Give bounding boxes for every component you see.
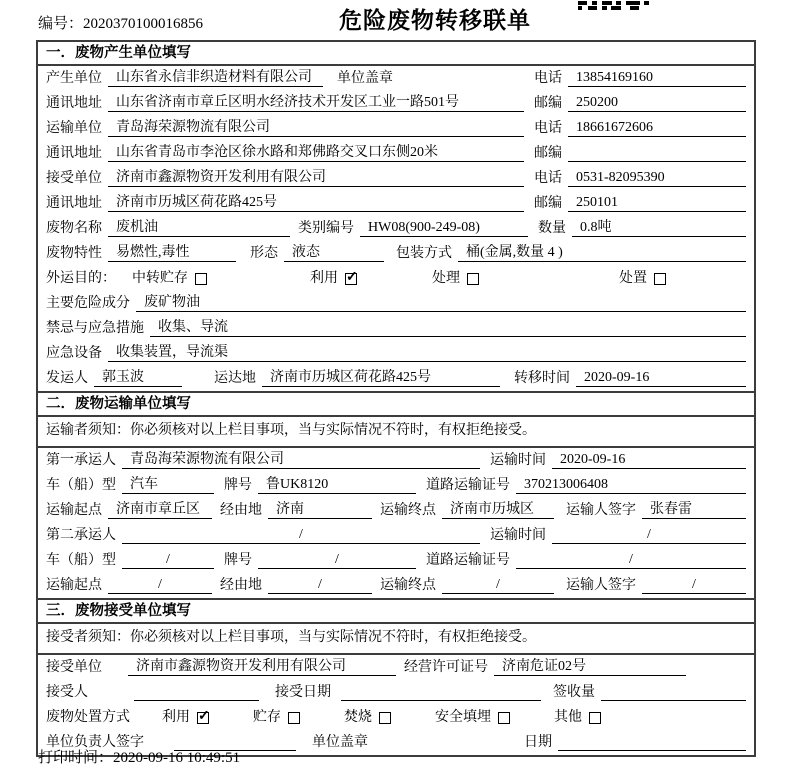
carrier1-label: 第一承运人 <box>46 453 116 468</box>
quantity-label: 数量 <box>538 221 566 236</box>
print-time-label: 打印时间： <box>38 750 114 766</box>
row-receiver-address <box>38 191 754 216</box>
carrier2-sign-value: / <box>642 576 746 594</box>
checkbox-treat <box>467 273 479 285</box>
receiver-zip-group <box>534 194 746 212</box>
row-receiving-unit <box>38 655 754 680</box>
receiver-phone-group <box>534 169 746 187</box>
option-label: 处理 <box>432 271 460 286</box>
via-label: 经由地 <box>220 503 262 518</box>
option-label: 其他 <box>554 710 582 725</box>
purpose-option-transfer-storage <box>132 270 207 287</box>
unit-seal-label: 单位盖章 <box>337 71 393 86</box>
phone-label: 电话 <box>534 71 562 86</box>
origin-label: 运输起点 <box>46 503 102 518</box>
checkbox-transfer-storage <box>195 273 207 285</box>
zip-label: 邮编 <box>534 146 562 161</box>
row-producer <box>38 66 754 91</box>
row-shipper <box>38 366 754 391</box>
form-state-label: 形态 <box>250 246 278 261</box>
quantity-value: 0.8吨 <box>572 219 746 237</box>
receiving-unit-label: 接受单位 <box>46 660 102 675</box>
carrier-sign-label: 运输人签字 <box>566 578 636 593</box>
option-label: 处置 <box>619 271 647 286</box>
disposal-option-other <box>554 709 601 726</box>
waste-name-label: 废物名称 <box>46 221 102 236</box>
purpose-option-utilize <box>310 270 357 287</box>
option-label: 贮存 <box>253 710 281 725</box>
checkbox-disposal-storage <box>288 712 300 724</box>
producer-zip-group <box>534 94 746 112</box>
receiver-phone-value: 0531-82095390 <box>568 169 746 187</box>
plate-label: 牌号 <box>224 553 252 568</box>
carrier2-label: 第二承运人 <box>46 528 116 543</box>
row-transfer-purpose <box>38 266 754 291</box>
section-producer-title: 一．废物产生单位填写 <box>38 42 754 66</box>
carrier1-permit-value: 370213006408 <box>516 476 746 494</box>
origin-label: 运输起点 <box>46 578 102 593</box>
producer-address-value: 山东省济南市章丘区明水经济技术开发区工业一路501号 <box>108 94 524 112</box>
amount-label: 签收量 <box>553 685 595 700</box>
checkbox-dispose <box>654 273 666 285</box>
receiver-zip-value: 250101 <box>568 194 746 212</box>
recipient-label: 接受人 <box>46 685 88 700</box>
packaging-value: 桶(金属,数量 4 ) <box>458 244 746 262</box>
destination-value: 济南市历城区荷花路425号 <box>262 369 500 387</box>
row-disposal-method <box>38 705 754 730</box>
section-receiver <box>38 598 754 755</box>
category-value: HW08(900-249-08) <box>360 219 528 237</box>
page-title: 危险废物转移联单 <box>339 7 531 33</box>
producer-zip-value: 250200 <box>568 94 746 112</box>
hazard-label: 主要危险成分 <box>46 296 130 311</box>
transporter-phone-value: 18661672606 <box>568 119 746 137</box>
waste-name-value: 废机油 <box>108 219 290 237</box>
option-label: 安全填埋 <box>435 710 491 725</box>
form-sheet <box>36 40 756 757</box>
checkbox-disposal-utilize <box>197 712 209 724</box>
carrier1-via-value: 济南 <box>268 501 372 519</box>
carrier1-time-value: 2020-09-16 <box>552 451 746 469</box>
end-label: 运输终点 <box>380 578 436 593</box>
row-taboo-measures <box>38 316 754 341</box>
carrier2-time-group <box>490 526 746 544</box>
vehicle-label: 车（船）型 <box>46 478 116 493</box>
transporter-notice: 运输者须知：你必须核对以上栏目事项，当与实际情况不符时，有权拒绝接受。 <box>38 417 754 448</box>
equipment-label: 应急设备 <box>46 346 102 361</box>
hazard-value: 废矿物油 <box>136 294 746 312</box>
receive-date-value <box>341 700 541 701</box>
receiver-notice: 接受者须知：你必须核对以上栏目事项，当与实际情况不符时，有权拒绝接受。 <box>38 624 754 655</box>
license-label: 经营许可证号 <box>404 660 488 675</box>
responsible-label: 单位负责人签字 <box>46 735 144 750</box>
carrier2-time-value: / <box>552 526 746 544</box>
recipient-value <box>134 700 259 701</box>
transporter-address-value: 山东省青岛市李沧区徐水路和郑佛路交叉口东侧20米 <box>108 144 524 162</box>
transfer-time-label: 转移时间 <box>514 371 570 386</box>
print-time <box>38 746 240 767</box>
section-producer <box>38 42 754 391</box>
transporter-label: 运输单位 <box>46 121 102 136</box>
sign-date-value <box>558 750 746 751</box>
producer-phone-group <box>534 69 746 87</box>
transporter-phone-group <box>534 119 746 137</box>
producer-label: 产生单位 <box>46 71 102 86</box>
row-emergency-equipment <box>38 341 754 366</box>
row-carrier1 <box>38 448 754 473</box>
destination-label: 运达地 <box>214 371 256 386</box>
plate-label: 牌号 <box>224 478 252 493</box>
checkbox-disposal-incinerate <box>379 712 391 724</box>
carrier2-end-value: / <box>442 576 554 594</box>
shipper-value: 郭玉波 <box>94 369 182 387</box>
packaging-label: 包装方式 <box>396 246 452 261</box>
carrier1-plate-value: 鲁UK8120 <box>258 476 416 494</box>
taboo-value: 收集、导流 <box>150 319 746 337</box>
row-waste-name <box>38 216 754 241</box>
transport-time-label: 运输时间 <box>490 453 546 468</box>
section-transporter-title: 二．废物运输单位填写 <box>38 393 754 417</box>
carrier1-time-group <box>490 451 746 469</box>
row-hazard-components <box>38 291 754 316</box>
carrier-sign-label: 运输人签字 <box>566 503 636 518</box>
characteristics-value: 易燃性,毒性 <box>108 244 236 262</box>
carrier2-origin-value: / <box>108 576 212 594</box>
receiver-address-value: 济南市历城区荷花路425号 <box>108 194 524 212</box>
row-carrier2-vehicle <box>38 548 754 573</box>
producer-value: 山东省永信非织造材料有限公司 <box>108 69 323 87</box>
transporter-zip-group <box>534 145 746 162</box>
section-transporter <box>38 391 754 598</box>
row-carrier1-route <box>38 498 754 523</box>
purpose-option-treat <box>432 270 479 287</box>
row-transporter-address <box>38 141 754 166</box>
zip-label: 邮编 <box>534 96 562 111</box>
phone-label: 电话 <box>534 171 562 186</box>
characteristics-label: 废物特性 <box>46 246 102 261</box>
carrier2-permit-value: / <box>516 551 746 569</box>
carrier1-sign-value: 张春雷 <box>642 501 746 519</box>
carrier2-vehicle-value: / <box>122 551 214 569</box>
disposal-option-utilize <box>162 709 209 726</box>
disposal-option-incinerate <box>344 709 391 726</box>
row-carrier1-vehicle <box>38 473 754 498</box>
producer-phone-value: 13854169160 <box>568 69 746 87</box>
address-label: 通讯地址 <box>46 196 102 211</box>
equipment-value: 收集装置，导流渠 <box>108 344 746 362</box>
transporter-zip-value <box>568 161 746 162</box>
carrier1-value: 青岛海荣源物流有限公司 <box>122 451 480 469</box>
option-label: 利用 <box>162 710 190 725</box>
section-receiver-title: 三．废物接受单位填写 <box>38 600 754 624</box>
end-label: 运输终点 <box>380 503 436 518</box>
row-transporter <box>38 116 754 141</box>
transfer-time-value: 2020-09-16 <box>576 369 746 387</box>
checkbox-disposal-landfill <box>498 712 510 724</box>
disposal-option-landfill <box>435 709 510 726</box>
zip-label: 邮编 <box>534 196 562 211</box>
carrier2-value: / <box>122 526 480 544</box>
transport-time-label: 运输时间 <box>490 528 546 543</box>
purpose-label: 外运目的： <box>46 271 116 286</box>
receiver-label: 接受单位 <box>46 171 102 186</box>
disposal-label: 废物处置方式 <box>46 710 130 725</box>
shipper-label: 发运人 <box>46 371 88 386</box>
option-label: 中转贮存 <box>132 271 188 286</box>
checkbox-disposal-other <box>589 712 601 724</box>
carrier1-origin-value: 济南市章丘区 <box>108 501 212 519</box>
receiver-value: 济南市鑫源物资开发利用有限公司 <box>108 169 524 187</box>
carrier1-end-value: 济南市历城区 <box>442 501 554 519</box>
permit-label: 道路运输证号 <box>426 478 510 493</box>
serial-value: 2020370100016856 <box>83 16 204 32</box>
checkbox-utilize <box>345 273 357 285</box>
via-label: 经由地 <box>220 578 262 593</box>
address-label: 通讯地址 <box>46 146 102 161</box>
carrier2-via-value: / <box>268 576 372 594</box>
permit-label: 道路运输证号 <box>426 553 510 568</box>
amount-value <box>601 700 746 701</box>
purpose-option-dispose <box>619 270 666 287</box>
print-time-value: 2020-09-16 10:49:51 <box>113 750 241 766</box>
receive-date-label: 接受日期 <box>275 685 331 700</box>
license-value: 济南危证02号 <box>494 658 686 676</box>
row-carrier2-route <box>38 573 754 598</box>
row-producer-address <box>38 91 754 116</box>
phone-label: 电话 <box>534 121 562 136</box>
serial-label: 编号： <box>38 16 84 32</box>
address-label: 通讯地址 <box>46 96 102 111</box>
category-label: 类别编号 <box>298 221 354 236</box>
option-label: 焚烧 <box>344 710 372 725</box>
taboo-label: 禁忌与应急措施 <box>46 321 144 336</box>
sign-date-label: 日期 <box>524 735 552 750</box>
receiving-unit-value: 济南市鑫源物资开发利用有限公司 <box>128 658 396 676</box>
disposal-option-storage <box>253 709 300 726</box>
row-recipient <box>38 680 754 705</box>
form-state-value: 液态 <box>284 244 384 262</box>
row-waste-characteristics <box>38 241 754 266</box>
row-carrier2 <box>38 523 754 548</box>
row-receiver <box>38 166 754 191</box>
transporter-value: 青岛海荣源物流有限公司 <box>108 119 524 137</box>
carrier2-plate-value: / <box>258 551 416 569</box>
option-label: 利用 <box>310 271 338 286</box>
unit-seal-label: 单位盖章 <box>312 735 368 750</box>
carrier1-vehicle-value: 汽车 <box>122 476 214 494</box>
vehicle-label: 车（船）型 <box>46 553 116 568</box>
form-header <box>0 0 796 40</box>
qr-code-fragment <box>578 0 650 10</box>
